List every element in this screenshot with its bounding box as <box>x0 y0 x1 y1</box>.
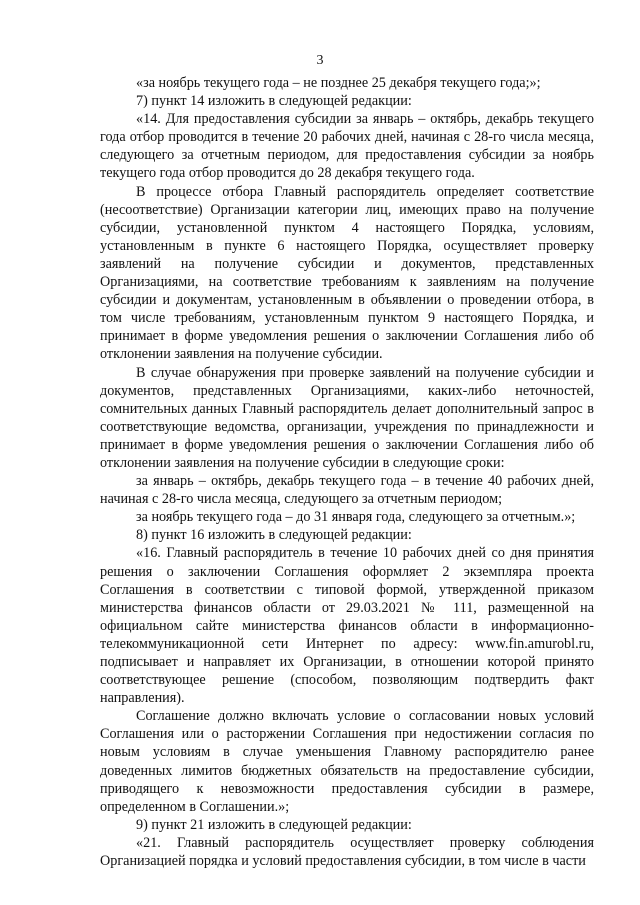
paragraph: за ноябрь текущего года – до 31 января года, следующего за отчетным.»; <box>136 509 576 526</box>
paragraph: «14. Для предоставления субсидии за январь – октябрь, декабрь текущего года отбор проводится в течение 20 рабочих дней, начиная с 28-го числа месяца, следующего за отчетным периодом, для предоставления субсидии за ноябрь текущего года отбор проводится до 28 декабря текущего года. <box>100 111 594 182</box>
paragraph: 9) пункт 21 изложить в следующей редакции: <box>136 816 412 833</box>
paragraph: 8) пункт 16 изложить в следующей редакции: <box>136 527 412 544</box>
paragraph: «16. Главный распорядитель в течение 10 рабочих дней со дня принятия решения о заключении Соглашения оформляет 2 экземпляра проекта Соглашения в соответствии с типовой формой, утвержденной приказом министерства финансов области от 29.03.2021 № 111, размещенной на официальном сайте министерства финансов области в информационно-телекоммуникационной сети Интернет по адресу: www.fin.amurobl.ru, подписывает и направляет их Организации, в отношении которой принято соответствующее решение (способом, позволяющим подтвердить факт направления). <box>100 545 594 707</box>
paragraph: Соглашение должно включать условие о согласовании новых условий Соглашения или о расторжении Соглашения при недостижении согласия по новым условиям в случае уменьшения Главному распорядителю ранее доведенных лимитов бюджетных обязательств на предоставление субсидии, приводящего к невозможности предоставления субсидии в размере, определенном в Соглашении.»; <box>100 708 594 815</box>
paragraph: «21. Главный распорядитель осуществляет проверку соблюдения Организацией порядка и условий предоставления субсидии, в том числе в части <box>100 834 594 870</box>
paragraph: В процессе отбора Главный распорядитель определяет соответствие (несоответствие) Организации категории лиц, имеющих право на получение субсидии, установленной пунктом 4 настоящего Порядка, условиям, установленным в пункте 6 настоящего Порядка, осуществляет проверку заявлений на получение субсидии и документов, представленных Организациями, на соответствие требованиям к заявлениям на получение субсидии и документам, установленным в объявлении о проведении отбора, в том числе требованиям, установленным пунктом 9 настоящего Порядка, и принимает в форме уведомления решения о заключении Соглашения либо об отклонении заявления на получение субсидии. <box>100 183 594 363</box>
page-number: 3 <box>316 53 324 68</box>
paragraph: В случае обнаружения при проверке заявлений на получение субсидии и документов, представленных Организациями, каких-либо неточностей, сомнительных данных Главный распорядитель делает дополнительный запрос в соответствующие ведомства, организации, учреждения по принадлежности и принимает в форме уведомления решения о заключении Соглашения либо об отклонении заявления на получение субсидии в следующие сроки: <box>100 364 594 471</box>
document-body <box>100 74 594 870</box>
paragraph: за январь – октябрь, декабрь текущего года – в течение 40 рабочих дней, начиная с 28-го числа месяца, следующего за отчетным периодом; <box>100 473 594 508</box>
paragraph: «за ноябрь текущего года – не позднее 25 декабря текущего года;»; <box>136 75 541 91</box>
paragraph: 7) пункт 14 изложить в следующей редакции: <box>136 93 412 110</box>
